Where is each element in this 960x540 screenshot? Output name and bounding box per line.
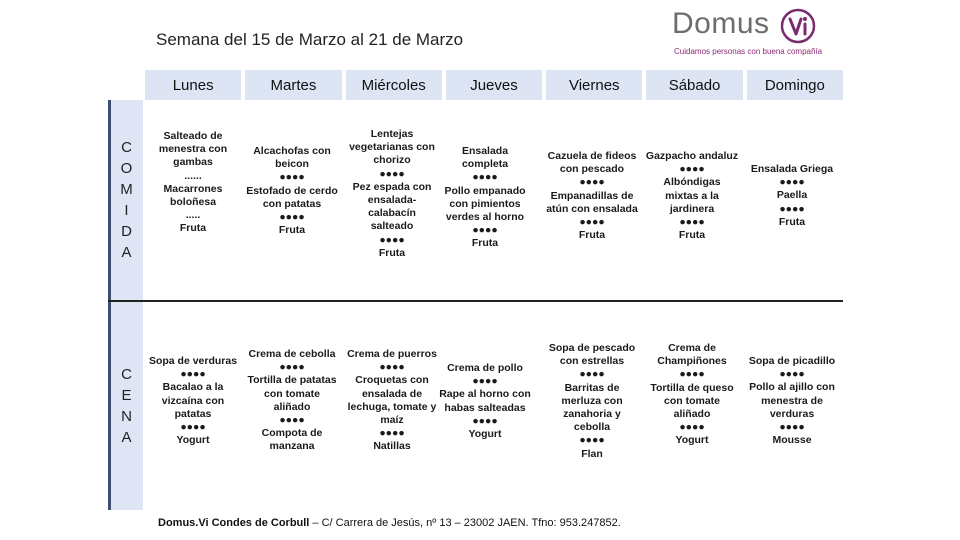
menu-line: Champiñones	[657, 355, 727, 368]
menu-line: Crema de puerros	[347, 348, 437, 360]
menu-line: ●●●●	[579, 176, 605, 189]
menu-line: Yogurt	[675, 434, 709, 447]
menu-line: Sopa de pescado	[548, 342, 636, 354]
day-header-domingo: Domingo	[747, 70, 843, 100]
menu-line: ●●●●	[379, 167, 405, 180]
menu-line: Rape al horno con	[439, 388, 531, 401]
cena-cell-lunes	[138, 355, 248, 447]
menu-line: Yogurt	[468, 428, 502, 441]
menu-line: ●●●●	[279, 211, 305, 224]
menu-line: ●●●●	[180, 368, 206, 381]
menu-line: ●●●●	[779, 421, 805, 434]
logo-vi-icon	[780, 8, 816, 44]
menu-line: Lentejas	[370, 128, 414, 140]
menu-line: ●●●●	[679, 421, 705, 434]
days-header	[145, 70, 843, 100]
menu-line: Tortilla de patatas	[247, 374, 337, 387]
menu-line: Crema de cebolla	[248, 348, 336, 360]
menu-line: mixtas a la	[665, 189, 719, 202]
menu-line: menestra de	[761, 394, 823, 407]
menu-line: verdes al horno	[445, 211, 525, 224]
menu-line: con pimientos	[449, 197, 521, 210]
day-header-miercoles: Miércoles	[346, 70, 442, 100]
menu-line: ●●●●	[472, 224, 498, 237]
section-letter: M	[120, 181, 134, 198]
day-header-viernes: Viernes	[546, 70, 642, 100]
menu-line: aliñado	[673, 408, 711, 421]
menu-line: Fruta	[278, 224, 306, 237]
footer-address	[158, 517, 621, 529]
menu-line: Pollo empanado	[444, 184, 526, 197]
menu-line: beicon	[275, 158, 309, 171]
menu-line: calabacín	[368, 207, 416, 220]
menu-line: ●●●●	[279, 171, 305, 184]
menu-line: Bacalao a la	[162, 381, 224, 394]
logo-tagline: Cuidamos personas con buena compañía	[674, 47, 823, 56]
menu-line: atún con ensalada	[546, 202, 638, 215]
menu-line: ●●●●	[679, 216, 705, 229]
menu-line: Cazuela de fideos	[547, 150, 637, 162]
menu-line: habas salteadas	[444, 401, 526, 414]
menu-line: Albóndigas	[663, 176, 721, 189]
menu-line: con tomate	[663, 394, 720, 407]
comida-cell-viernes	[537, 150, 647, 242]
menu-line: Sopa de verduras	[148, 355, 238, 367]
menu-line: ●●●●	[779, 202, 805, 215]
menu-line: ●●●●	[379, 233, 405, 246]
cena-cell-jueves	[430, 362, 540, 441]
cena-cell-domingo	[737, 355, 847, 447]
comida-cell-martes	[237, 145, 347, 237]
menu-line: Fruta	[378, 246, 406, 259]
domusvi-logo	[672, 4, 832, 62]
menu-line: manzana	[269, 440, 315, 453]
menu-line: Macarrones	[163, 182, 223, 195]
menu-line: patatas	[174, 407, 212, 420]
section-letter: C	[121, 139, 133, 156]
menu-line: Ensalada	[461, 145, 509, 157]
footer-center-name: Domus.Vi Condes de Corbull	[158, 517, 310, 529]
menu-line: ●●●●	[379, 427, 405, 440]
menu-line: Flan	[581, 447, 603, 460]
menu-line: jardinera	[669, 202, 715, 215]
section-letter: E	[121, 387, 133, 404]
cena-cell-viernes	[537, 342, 647, 461]
comida-cell-jueves	[430, 145, 540, 251]
menu-line: gambas	[173, 156, 213, 169]
menu-line: salteado	[370, 220, 414, 233]
menu-line: ●●●●	[679, 368, 705, 381]
menu-line: ●●●●	[279, 414, 305, 427]
menu-line: Empanadillas de	[550, 189, 634, 202]
section-letter: D	[121, 223, 133, 240]
footer-address-text: – C/ Carrera de Jesús, nº 13 – 23002 JAEN. Tfno: 953.247852.	[309, 517, 621, 529]
day-header-martes: Martes	[245, 70, 341, 100]
menu-line: vegetarianas con	[349, 141, 435, 154]
menu-line: con patatas	[262, 197, 322, 210]
section-letter: C	[121, 366, 133, 383]
menu-line: Yogurt	[176, 434, 210, 447]
menu-line: Sopa de picadillo	[748, 355, 836, 367]
menu-line: ●●●●	[379, 361, 405, 374]
menu-line: con tomate	[263, 387, 320, 400]
section-letter: I	[124, 202, 130, 219]
menu-line: Fruta	[778, 215, 806, 228]
menu-line: con pescado	[559, 163, 625, 176]
section-letter: A	[121, 429, 133, 446]
menu-line: Salteado de	[163, 130, 223, 142]
day-header-sabado: Sábado	[646, 70, 742, 100]
menu-line: ensalada-	[367, 194, 417, 207]
menu-line: ●●●●	[579, 216, 605, 229]
section-divider	[108, 300, 843, 302]
menu-line: Compota de	[261, 427, 323, 440]
menu-line: ●●●●	[779, 368, 805, 381]
logo-wordmark: Domus	[672, 7, 770, 40]
menu-line: Ensalada Griega	[750, 163, 834, 175]
menu-line: Mousse	[772, 434, 812, 447]
menu-line: Estofado de cerdo	[246, 184, 338, 197]
menu-line: merluza con	[561, 394, 623, 407]
menu-line: Gazpacho andaluz	[645, 150, 739, 162]
menu-line: maíz	[380, 414, 404, 427]
menu-line: ●●●●	[180, 421, 206, 434]
menu-line: Fruta	[578, 229, 606, 242]
menu-line: Natillas	[373, 440, 411, 453]
cena-cell-martes	[237, 348, 347, 454]
menu-line: Crema de pollo	[447, 362, 523, 374]
menu-line: cebolla	[573, 421, 611, 434]
cena-cell-sabado	[637, 342, 747, 448]
menu-line: Croquetas con	[355, 374, 429, 387]
menu-line: ●●●●	[779, 176, 805, 189]
menu-line: ●●●●	[579, 434, 605, 447]
menu-line: zanahoria y	[563, 408, 621, 421]
menu-line: ●●●●	[472, 171, 498, 184]
menu-line: ●●●●	[472, 414, 498, 427]
day-header-lunes: Lunes	[145, 70, 241, 100]
section-letter: N	[121, 408, 133, 425]
menu-line: Barritas de	[564, 381, 620, 394]
comida-cell-domingo	[737, 163, 847, 229]
menu-line: Fruta	[471, 237, 499, 250]
menu-line: Tortilla de queso	[650, 381, 734, 394]
menu-line: boloñesa	[169, 196, 217, 209]
menu-line: Alcachofas con	[253, 145, 331, 157]
menu-line: con estrellas	[559, 355, 625, 368]
menu-line: ●●●●	[279, 361, 305, 374]
menu-line: verduras	[769, 407, 815, 420]
menu-line: ......	[184, 169, 202, 182]
menu-line: Crema de	[668, 342, 716, 354]
menu-line: completa	[461, 158, 509, 171]
menu-line: lechuga, tomate y	[347, 400, 437, 413]
menu-line: ensalada de	[361, 387, 423, 400]
section-letter: A	[121, 244, 133, 261]
comida-cell-lunes	[138, 130, 248, 236]
menu-line: Fruta	[678, 229, 706, 242]
menu-line: Fruta	[179, 222, 207, 235]
menu-line: ●●●●	[679, 163, 705, 176]
menu-line: ●●●●	[579, 368, 605, 381]
page-title: Semana del 15 de Marzo al 21 de Marzo	[156, 30, 464, 49]
menu-line: aliñado	[273, 400, 311, 413]
comida-cell-sabado	[637, 150, 747, 242]
menu-line: chorizo	[373, 154, 411, 167]
menu-line: vizcaína con	[161, 394, 225, 407]
menu-line: Pez espada con	[352, 180, 432, 193]
day-header-jueves: Jueves	[446, 70, 542, 100]
section-letter: O	[120, 160, 134, 177]
menu-line: ●●●●	[472, 375, 498, 388]
menu-line: Paella	[776, 189, 808, 202]
menu-line: Pollo al ajillo con	[749, 381, 835, 394]
menu-line: menestra con	[158, 143, 228, 156]
menu-line: .....	[185, 209, 201, 222]
